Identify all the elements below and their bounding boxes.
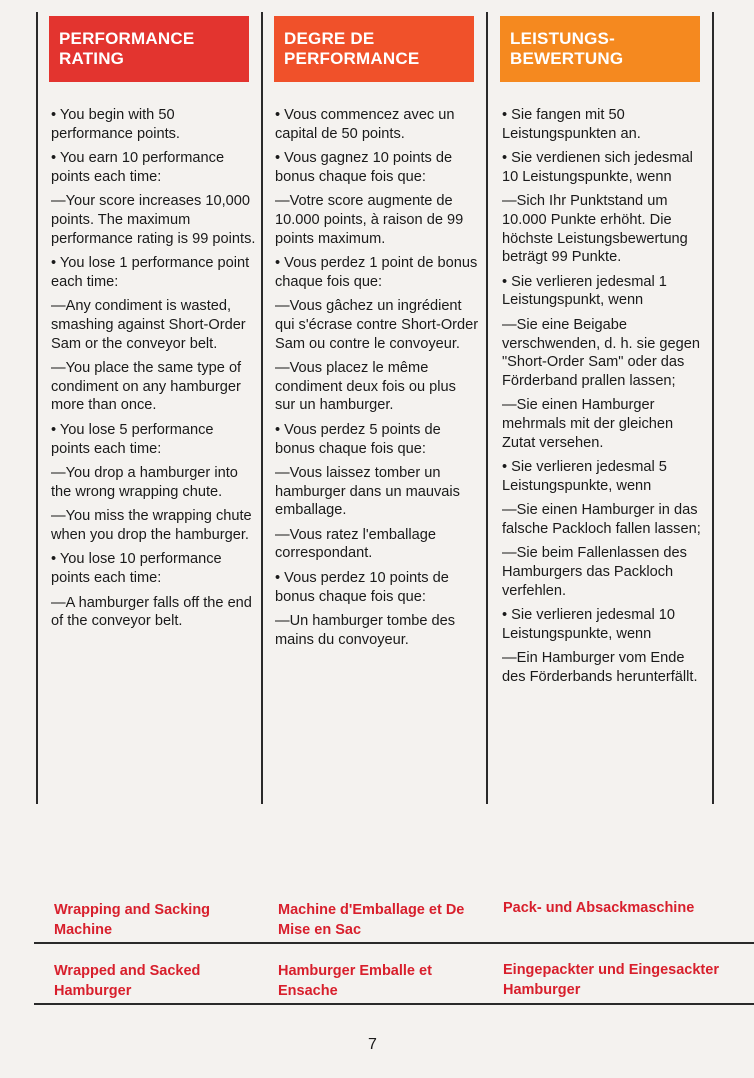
glossary-term: Eingepackter und Eingesackter Hamburger	[503, 962, 719, 998]
header-line: PERFORMANCE	[284, 49, 420, 68]
column-divider	[486, 12, 488, 804]
paragraph: —Ein Hamburger vom Ende des Förderbands herunterfällt.	[502, 650, 698, 686]
column-divider	[712, 12, 714, 804]
paragraph: • Sie verlieren jedesmal 10 Leistungspunkte, wenn	[502, 607, 676, 642]
paragraph: • You lose 1 performance point each time:	[51, 255, 250, 290]
column-english	[51, 106, 256, 637]
paragraph: —A hamburger falls off the end of the conveyor belt.	[51, 594, 252, 630]
header-line: RATING	[59, 49, 125, 68]
paragraph: —You miss the wrapping chute when you drop the hamburger.	[51, 508, 252, 543]
paragraph: —You drop a hamburger into the wrong wrapping chute.	[51, 465, 238, 500]
paragraph: • Vous perdez 1 point de bonus chaque fois que:	[275, 255, 478, 290]
glossary-term: Machine d'Emballage et De Mise en Sac	[278, 902, 465, 938]
paragraph: —Un hamburger tombe des mains du convoyeur.	[275, 613, 456, 648]
glossary-divider	[34, 942, 754, 944]
paragraph: • You lose 10 performance points each time:	[51, 551, 222, 587]
paragraph: • You begin with 50 performance points.	[51, 107, 180, 142]
paragraph: —Vous laissez tomber un hamburger dans un mauvais emballage.	[275, 465, 460, 519]
paragraph: —Sich Ihr Punktstand um 10.000 Punkte erhöht. Die höchste Leistungsbewertung beträgt 99 Punkte.	[502, 193, 688, 266]
paragraph: • Vous perdez 10 points de bonus chaque fois que:	[275, 570, 449, 605]
header-degre-de-performance	[274, 16, 474, 82]
glossary-divider	[34, 1003, 754, 1005]
header-line: BEWERTUNG	[510, 49, 624, 68]
header-line: PERFORMANCE	[59, 29, 195, 48]
paragraph: • You lose 5 performance points each time:	[51, 421, 214, 457]
paragraph: —Sie einen Hamburger mehrmals mit der gleichen Zutat versehen.	[502, 397, 674, 451]
glossary-term: Wrapped and Sacked Hamburger	[54, 963, 201, 999]
paragraph: • Vous gagnez 10 points de bonus chaque fois que:	[275, 150, 453, 185]
paragraph: —Vous gâchez un ingrédient qui s'écrase contre Short-Order Sam ou contre le convoyeur.	[275, 298, 479, 352]
header-line: LEISTUNGS-	[510, 29, 615, 48]
paragraph: • You earn 10 performance points each time:	[51, 150, 225, 185]
paragraph: —Sie einen Hamburger in das falsche Packloch fallen lassen;	[502, 502, 701, 537]
paragraph: —Vous ratez l'emballage correspondant.	[275, 526, 436, 562]
paragraph: —Vous placez le même condiment deux fois ou plus sur un hamburger.	[275, 360, 456, 414]
paragraph: —Sie eine Beigabe verschwenden, d. h. sie gegen "Short-Order Sam" oder das Förderband prallen lassen;	[502, 316, 700, 389]
paragraph: —Your score increases 10,000 points. The maximum performance rating is 99 points.	[51, 193, 256, 247]
paragraph: • Sie verdienen sich jedesmal 10 Leistungspunkte, wenn	[502, 150, 693, 185]
header-performance-rating	[49, 16, 249, 82]
column-divider	[36, 12, 38, 804]
paragraph: • Vous commencez avec un capital de 50 points.	[275, 107, 455, 142]
glossary-term: Pack- und Absackmaschine	[503, 900, 695, 916]
paragraph: —You place the same type of condiment on any hamburger more than once.	[51, 360, 242, 414]
glossary-term: Wrapping and Sacking Machine	[54, 902, 211, 938]
paragraph: —Any condiment is wasted, smashing against Short-Order Sam or the conveyor belt.	[51, 298, 246, 352]
paragraph: —Votre score augmente de 10.000 points, à raison de 99 points maximum.	[275, 193, 464, 247]
column-french	[275, 106, 480, 655]
page-number: 7	[368, 1036, 377, 1053]
paragraph: • Sie verlieren jedesmal 1 Leistungspunkt, wenn	[502, 273, 667, 309]
paragraph: —Sie beim Fallenlassen des Hamburgers das Packloch verfehlen.	[502, 545, 687, 599]
column-divider	[261, 12, 263, 804]
header-line: DEGRE DE	[284, 29, 375, 48]
paragraph: • Sie fangen mit 50 Leistungspunkten an.	[502, 107, 641, 142]
column-german	[502, 106, 707, 693]
header-leistungsbewertung	[500, 16, 700, 82]
paragraph: • Sie verlieren jedesmal 5 Leistungspunkte, wenn	[502, 459, 667, 494]
glossary-term: Hamburger Emballe et Ensache	[278, 963, 432, 999]
paragraph: • Vous perdez 5 points de bonus chaque fois que:	[275, 421, 441, 457]
